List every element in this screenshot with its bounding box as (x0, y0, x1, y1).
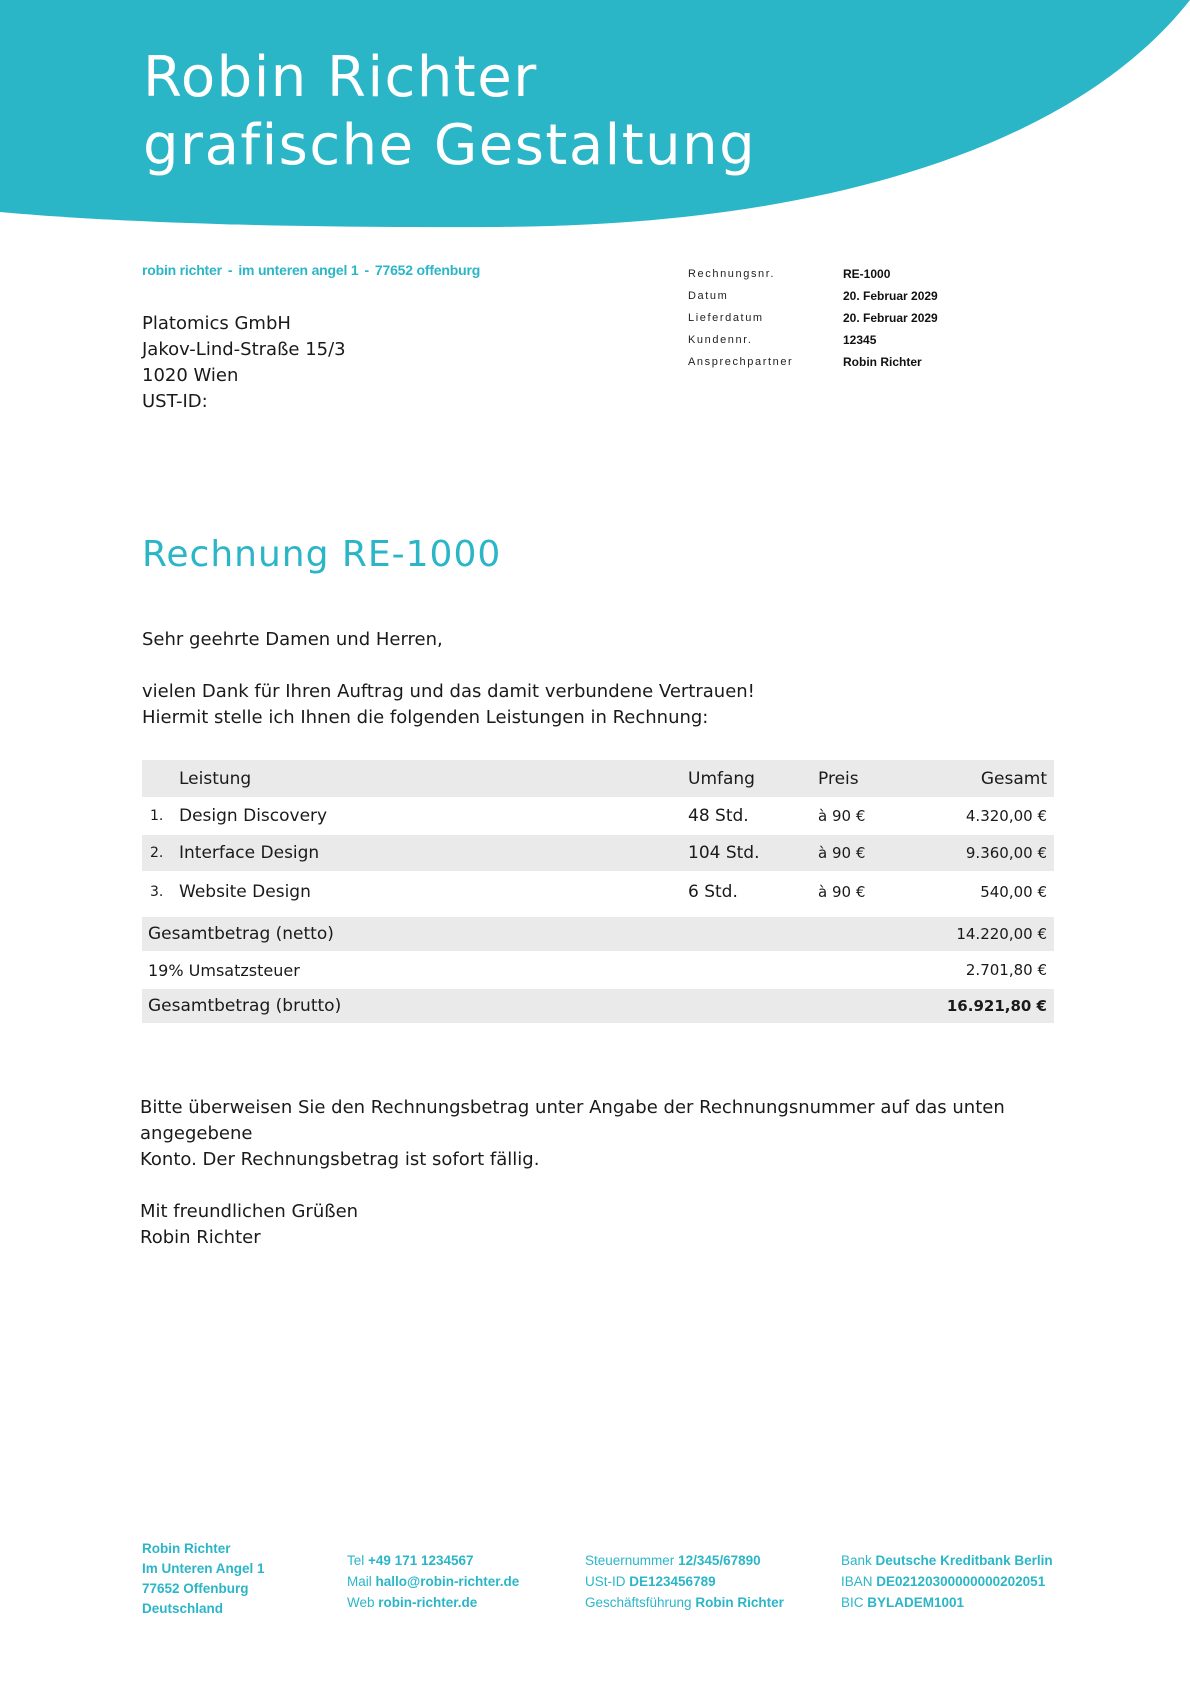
tax-label: 19% Umsatzsteuer (148, 960, 300, 980)
footer-tax-info (585, 1553, 784, 1616)
sender-street: im unteren angel 1 (238, 262, 359, 278)
footer-label: Web (347, 1595, 375, 1610)
recipient-company: Platomics GmbH (142, 313, 291, 334)
footer-phone (347, 1553, 519, 1574)
meta-row-contact-person (688, 351, 938, 373)
row-total: 540,00 € (980, 883, 1047, 901)
meta-value: RE-1000 (843, 267, 891, 281)
header-name: Robin Richter (143, 45, 538, 110)
table-row (142, 797, 1054, 835)
tax-row (142, 951, 1054, 989)
footer-value: Robin Richter (695, 1595, 784, 1610)
footer-value: BYLADEM1001 (867, 1595, 965, 1610)
row-price: à 90 € (818, 807, 866, 825)
footer-bank-name (841, 1553, 1053, 1574)
sender-separator: - (364, 262, 369, 278)
invoice-table (142, 760, 1054, 1023)
net-total-value: 14.220,00 € (956, 925, 1047, 943)
footer-address-line: Robin Richter (142, 1541, 231, 1556)
footer-web (347, 1595, 519, 1616)
meta-row-customer-number (688, 329, 938, 351)
footer-contact (347, 1553, 519, 1616)
footer-value: Deutsche Kreditbank Berlin (875, 1553, 1053, 1568)
header-service: Leistung (179, 768, 252, 789)
intro-text (142, 679, 755, 731)
meta-value: 12345 (843, 333, 877, 347)
footer-label: Tel (347, 1553, 365, 1568)
row-service: Design Discovery (179, 806, 328, 826)
table-row (142, 871, 1054, 913)
greeting: Sehr geehrte Damen und Herren, (142, 629, 443, 650)
header-total: Gesamt (980, 768, 1047, 789)
row-amount: 6 Std. (688, 882, 738, 902)
sender-address-line (142, 262, 480, 278)
header-subtitle: grafische Gestaltung (143, 113, 757, 178)
header-amount: Umfang (688, 768, 755, 789)
closing-signature-name: Robin Richter (140, 1227, 261, 1248)
meta-value: 20. Februar 2029 (843, 311, 938, 325)
row-number: 2. (150, 845, 164, 861)
footer-value: +49 171 1234567 (368, 1553, 474, 1568)
row-service: Interface Design (179, 843, 320, 863)
footer-label: USt-ID (585, 1574, 626, 1589)
footer-vat-id (585, 1574, 784, 1595)
row-amount: 48 Std. (688, 806, 749, 826)
row-service: Website Design (179, 882, 311, 902)
meta-label: Ansprechpartner (688, 356, 794, 368)
row-price: à 90 € (818, 844, 866, 862)
row-total: 4.320,00 € (965, 807, 1047, 825)
company-header-title (143, 44, 756, 180)
footer-label: Steuernummer (585, 1553, 675, 1568)
row-price: à 90 € (818, 883, 866, 901)
payment-note-line: Bitte überweisen Sie den Rechnungsbetrag unter Angabe der Rechnungsnummer auf das unten angegebene (140, 1097, 1005, 1144)
footer-value: DE123456789 (629, 1574, 716, 1589)
footer-bank-info (841, 1553, 1053, 1616)
footer-value: DE02120300000000202051 (876, 1574, 1046, 1589)
row-number: 1. (150, 808, 164, 824)
footer-address-line: Deutschland (142, 1601, 224, 1616)
footer-address (142, 1541, 265, 1621)
gross-total-value: 16.921,80 € (946, 997, 1047, 1015)
meta-label: Rechnungsnr. (688, 268, 776, 280)
sender-city: 77652 offenburg (374, 262, 481, 278)
tax-value: 2.701,80 € (965, 961, 1047, 979)
recipient-street: Jakov-Lind-Straße 15/3 (142, 339, 346, 360)
row-number: 3. (150, 884, 164, 900)
payment-note-line: Konto. Der Rechnungsbetrag ist sofort fällig. (140, 1149, 540, 1170)
gross-total-row (142, 989, 1054, 1023)
sender-separator: - (227, 262, 233, 278)
meta-row-invoice-number (688, 263, 938, 285)
meta-label: Kundennr. (688, 334, 753, 346)
table-row (142, 835, 1054, 871)
row-total: 9.360,00 € (965, 844, 1047, 862)
footer-tax-number (585, 1553, 784, 1574)
footer-value: 12/345/67890 (678, 1553, 761, 1568)
recipient-vat-id: UST-ID: (142, 391, 208, 412)
sender-name: robin richter (142, 262, 222, 278)
footer-value: hallo@robin-richter.de (375, 1574, 520, 1589)
net-total-label: Gesamtbetrag (netto) (148, 924, 334, 944)
payment-note (140, 1095, 1040, 1173)
table-header-row (142, 760, 1054, 797)
row-amount: 104 Std. (688, 843, 760, 863)
meta-label: Lieferdatum (688, 312, 764, 324)
footer-label: Mail (347, 1574, 372, 1589)
header-price: Preis (818, 768, 859, 789)
footer-label: BIC (841, 1595, 864, 1610)
recipient-city: 1020 Wien (142, 365, 239, 386)
footer-address-line: Im Unteren Angel 1 (142, 1561, 265, 1576)
invoice-title: Rechnung RE-1000 (142, 534, 502, 575)
intro-line: vielen Dank für Ihren Auftrag und das damit verbundene Vertrauen! (142, 681, 755, 702)
intro-line: Hiermit stelle ich Ihnen die folgenden Leistungen in Rechnung: (142, 707, 709, 728)
net-total-row (142, 917, 1054, 951)
footer-label: IBAN (841, 1574, 873, 1589)
meta-row-date (688, 285, 938, 307)
footer-iban (841, 1574, 1053, 1595)
closing-phrase: Mit freundlichen Grüßen (140, 1201, 359, 1222)
meta-value: Robin Richter (843, 355, 922, 369)
footer-mail (347, 1574, 519, 1595)
footer-management (585, 1595, 784, 1616)
invoice-meta (688, 263, 938, 373)
footer-value: robin-richter.de (378, 1595, 478, 1610)
recipient-address (142, 311, 346, 415)
footer-address-line: 77652 Offenburg (142, 1581, 249, 1596)
footer-bic (841, 1595, 1053, 1616)
footer-label: Bank (841, 1553, 872, 1568)
meta-row-delivery-date (688, 307, 938, 329)
meta-value: 20. Februar 2029 (843, 289, 938, 303)
footer-label: Geschäftsführung (585, 1595, 692, 1610)
meta-label: Datum (688, 290, 729, 302)
gross-total-label: Gesamtbetrag (brutto) (148, 996, 342, 1016)
closing (140, 1199, 358, 1251)
